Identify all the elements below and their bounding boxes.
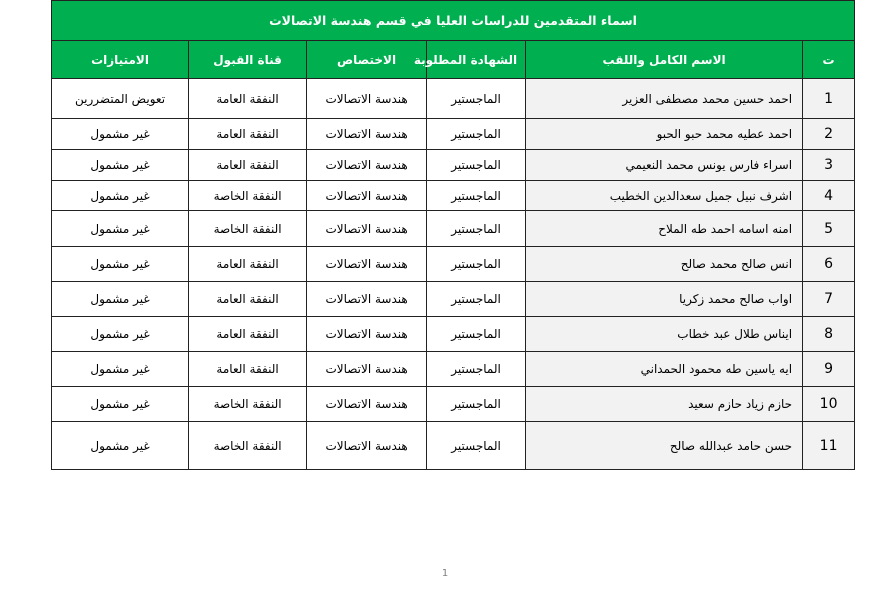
- cell-privileges: غير مشمول: [52, 282, 189, 317]
- cell-num: 2: [803, 119, 855, 150]
- table-body: [52, 79, 855, 470]
- cell-name: ايناس طلال عبد خطاب: [526, 317, 803, 352]
- cell-name: حسن حامد عبدالله صالح: [526, 422, 803, 470]
- table-title: اسماء المتقدمين للدراسات العليا في قسم هندسة الاتصالات: [52, 1, 855, 41]
- applicants-table: [51, 0, 855, 470]
- cell-degree: الماجستير: [427, 247, 526, 282]
- title-row: [52, 1, 855, 41]
- cell-privileges: غير مشمول: [52, 422, 189, 470]
- cell-privileges: غير مشمول: [52, 247, 189, 282]
- cell-degree: الماجستير: [427, 150, 526, 181]
- cell-specialty: هندسة الاتصالات: [307, 387, 427, 422]
- header-channel: قناة القبول: [189, 41, 307, 79]
- cell-name: ايه ياسين طه محمود الحمداني: [526, 352, 803, 387]
- cell-channel: النفقة العامة: [189, 352, 307, 387]
- cell-privileges: غير مشمول: [52, 211, 189, 247]
- cell-channel: النفقة الخاصة: [189, 422, 307, 470]
- cell-channel: النفقة الخاصة: [189, 181, 307, 211]
- table-row: [52, 247, 855, 282]
- header-name: الاسم الكامل واللقب: [526, 41, 803, 79]
- cell-name: اسراء فارس يونس محمد النعيمي: [526, 150, 803, 181]
- cell-num: 10: [803, 387, 855, 422]
- cell-name: اواب صالح محمد زكريا: [526, 282, 803, 317]
- cell-degree: الماجستير: [427, 119, 526, 150]
- cell-specialty: هندسة الاتصالات: [307, 119, 427, 150]
- cell-specialty: هندسة الاتصالات: [307, 211, 427, 247]
- table-row: [52, 150, 855, 181]
- cell-specialty: هندسة الاتصالات: [307, 282, 427, 317]
- cell-num: 7: [803, 282, 855, 317]
- table-row: [52, 282, 855, 317]
- table-row: [52, 317, 855, 352]
- cell-num: 9: [803, 352, 855, 387]
- cell-name: احمد حسين محمد مصطفى العزير: [526, 79, 803, 119]
- header-num: ت: [803, 41, 855, 79]
- cell-specialty: هندسة الاتصالات: [307, 150, 427, 181]
- cell-name: احمد عطيه محمد حبو الحبو: [526, 119, 803, 150]
- table-row: [52, 352, 855, 387]
- cell-specialty: هندسة الاتصالات: [307, 181, 427, 211]
- cell-privileges: غير مشمول: [52, 317, 189, 352]
- cell-degree: الماجستير: [427, 211, 526, 247]
- cell-channel: النفقة العامة: [189, 119, 307, 150]
- cell-channel: النفقة الخاصة: [189, 387, 307, 422]
- table-row: [52, 387, 855, 422]
- cell-specialty: هندسة الاتصالات: [307, 422, 427, 470]
- cell-num: 5: [803, 211, 855, 247]
- cell-num: 11: [803, 422, 855, 470]
- cell-degree: الماجستير: [427, 422, 526, 470]
- cell-name: اشرف نبيل جميل سعدالدين الخطيب: [526, 181, 803, 211]
- table-row: [52, 79, 855, 119]
- applicants-sheet: [51, 0, 854, 470]
- cell-channel: النفقة العامة: [189, 79, 307, 119]
- cell-num: 4: [803, 181, 855, 211]
- cell-degree: الماجستير: [427, 352, 526, 387]
- page-number: 1: [441, 568, 449, 579]
- cell-channel: النفقة العامة: [189, 247, 307, 282]
- cell-name: حازم زياد حازم سعيد: [526, 387, 803, 422]
- cell-privileges: غير مشمول: [52, 119, 189, 150]
- cell-num: 3: [803, 150, 855, 181]
- cell-privileges: غير مشمول: [52, 181, 189, 211]
- cell-specialty: هندسة الاتصالات: [307, 352, 427, 387]
- cell-num: 1: [803, 79, 855, 119]
- cell-name: امنه اسامه احمد طه الملاح: [526, 211, 803, 247]
- cell-num: 6: [803, 247, 855, 282]
- cell-privileges: غير مشمول: [52, 387, 189, 422]
- cell-degree: الماجستير: [427, 181, 526, 211]
- table-row: [52, 181, 855, 211]
- cell-degree: الماجستير: [427, 282, 526, 317]
- table-row: [52, 422, 855, 470]
- cell-privileges: تعويض المتضررين: [52, 79, 189, 119]
- table-row: [52, 119, 855, 150]
- cell-name: انس صالح محمد صالح: [526, 247, 803, 282]
- cell-channel: النفقة العامة: [189, 150, 307, 181]
- cell-degree: الماجستير: [427, 387, 526, 422]
- header-row: [52, 41, 855, 79]
- cell-specialty: هندسة الاتصالات: [307, 247, 427, 282]
- cell-channel: النفقة الخاصة: [189, 211, 307, 247]
- cell-specialty: هندسة الاتصالات: [307, 79, 427, 119]
- header-degree: الشهادة المطلوبة: [427, 41, 526, 79]
- cell-privileges: غير مشمول: [52, 150, 189, 181]
- cell-channel: النفقة العامة: [189, 317, 307, 352]
- cell-specialty: هندسة الاتصالات: [307, 317, 427, 352]
- cell-degree: الماجستير: [427, 79, 526, 119]
- table-row: [52, 211, 855, 247]
- cell-privileges: غير مشمول: [52, 352, 189, 387]
- cell-num: 8: [803, 317, 855, 352]
- cell-channel: النفقة العامة: [189, 282, 307, 317]
- header-privileges: الامتيازات: [52, 41, 189, 79]
- cell-degree: الماجستير: [427, 317, 526, 352]
- header-specialty: الاختصاص: [307, 41, 427, 79]
